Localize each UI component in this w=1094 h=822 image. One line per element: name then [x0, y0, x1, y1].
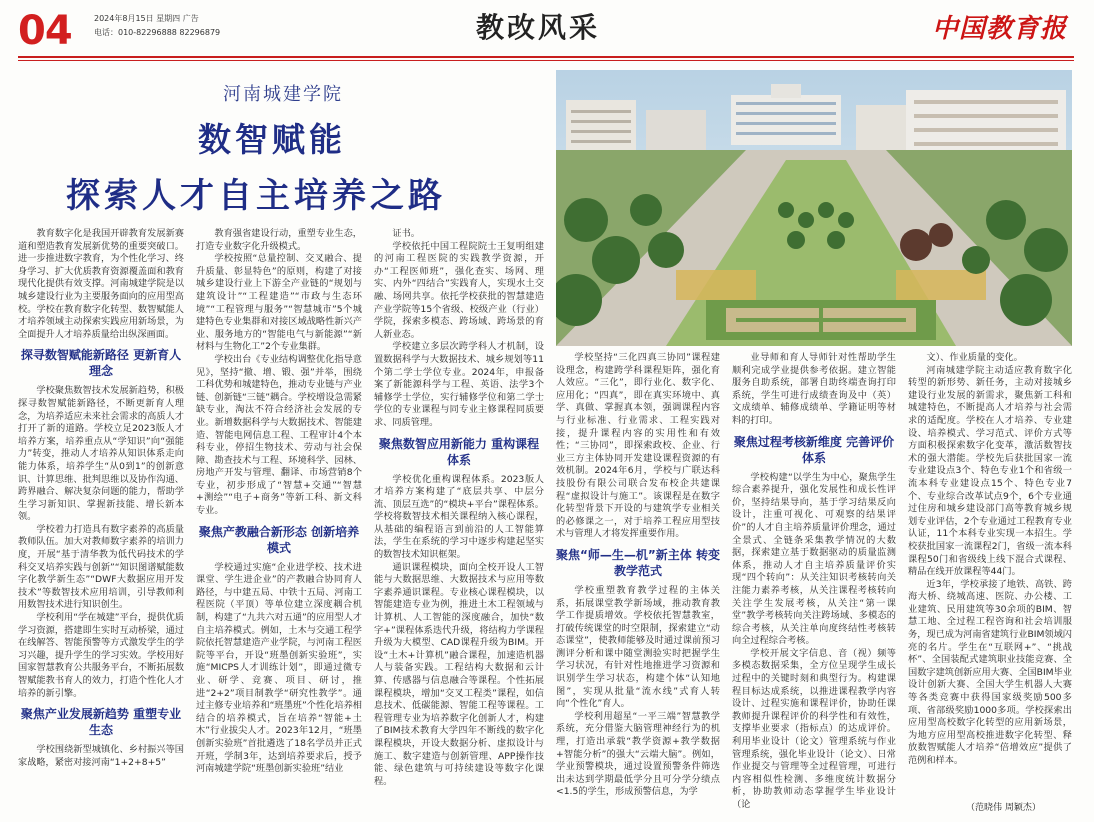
paragraph: 通识课程模块，面向全校开设人工智能与大数据思维、大数据技术与应用等数字素养通识课程。专业核心课程模块，以智能建造专业为例，推进土木工程领域与计算机、人工智能的深度融合，加快“数字+”课程体系迭代升级，将结构力学课程升级为大模型、CAD课程升级为BIM。开设“土木+计算机”融合课程，加速造机器人与装备实践。工程结构大数据和云计算、传感器与信息融合等课程。个性拓展课程模块，增加“交叉工程类”课程，如信息技术、低碳能源、智能工程等课程。工程管理专业为培养数字化创新人才，构建了BIM技术教育大学四年不断线的数字化课程模块，开设大数据分析、虚拟设计与施工、数字建造与创新管理、APP操作技能、绿色建筑与可持续建设等数字化课程。 — [374, 561, 544, 787]
section-heading: 聚焦“师—生—机”新主体 转变教学范式 — [556, 547, 720, 578]
section-title: 教改风采 — [476, 11, 601, 44]
article-headline — [18, 70, 548, 220]
article-column-5 — [732, 352, 896, 820]
newspaper-logo: 中国教育报 — [932, 14, 1068, 44]
paragraph: 学校建立多层次跨学科人才机制，设置数据科学与大数据技术、城乡规划等11个第二学士学位专业。2024年，申报备案了新能源科学与工程、英语、法学3个辅修学士学位，实行辅修学位和第二学士学位的专业课程与同专业主修课程同质要求、同质管理。 — [374, 341, 544, 428]
campus-photo — [556, 70, 1072, 346]
paragraph: 学校优化重构课程体系。2023版人才培养方案构建了“底层共享、中层分流、顶层互选”的“模块+平台”课程体系。学校将数智技术相关课程纳入核心课程，从基础的编程语言到前沿的人工智能算法，学生在系统的学习中逐步构建起坚实的数智技术知识框架。 — [374, 473, 544, 561]
paragraph: 近3年，学校承接了地铁、高铁、跨海大桥、绕城高速、医院、办公楼、工业建筑、民用建筑等30余项的BIM、智慧工地、全过程工程咨询和社会培训服务，现已成为河南省建筑行业BIM领域闪亮的名片。学生在“互联网+”、“挑战杯”、全国装配式建筑职业技能竞赛、全国数字建筑创新应用大赛、全国BIM毕业设计创新大赛、全国大学生机器人大赛等各类竞赛中获得国家级奖励500多项、省部级奖励1000多项。学校探索出应用型高校数字化转型的应用新场景，为地方应用型高校推进数字化转型、释放数智赋能人才培养“倍增效应”提供了范例和样本。 — [908, 578, 1072, 766]
masthead — [0, 0, 1094, 62]
issue-date: 2024年8月15日 星期四 广告 — [94, 14, 199, 23]
paragraph: 业导师和育人导师针对性帮助学生顺利完成学业提供参考依据。建立智能服务自助系统，部署自助终端查询打印系统，学生可进行成绩查询及中（英）文成绩单、辅修成绩单、学籍证明等材料的打印。 — [732, 352, 896, 426]
article-column-2 — [196, 228, 362, 820]
paragraph: 学校利用“学在城建”平台，提供优质学习资源，搭建即生实时互动桥梁，通过在线解答、智能预警等方式激发学生的学习兴趣，提升学生的学习实效。学校用好国家智慧教育公共服务平台，不断拓展数智赋能教书育人的效力，打造个性化人才培养的新引擎。 — [18, 612, 184, 699]
paragraph: 学校开展文字信息、音（视）频等多模态数据采集，全方位呈现学生成长过程中的关键时刻和典型行为。构建课程目标达成系统，以推进课程教学内容设计、过程实施和课程评价，协助任课教师提升课程评价的科学性和有效性，支撑毕业要求（指标点）的达成评价。利用毕业设计（论文）管理系统与作业管理系统，强化毕业设计（论文）、日常作业提交与管理等全过程管理，可进行内容相似性检测、多维度统计数据分析，协助教师动态掌握学生毕业设计（论 — [732, 647, 896, 810]
paragraph: 教育强省建设行动，重塑专业生态，打造专业数字化升级模式。 — [196, 228, 362, 252]
paragraph: 学校通过实施“企业进学校、技术进课堂、学生进企业”的产教融合协同育人路径，与中建五局、中铁十五局、河南工程医院（平顶）等单位建立深度耦合机制，构建了“九共六对五通”的应用型人才自主培养模式。例如，土木与交通工程学院依托智慧建造产业学院，与河南工程医院等平台，开设“班墨创新实验班”，实施“MICPS人才训练计划”，即通过微专业、研学、竞赛、项目、研讨，推进“2+2”项目制教学“研究性教学”。通过主修专业培养和“班墨班”个性化培养相结合的培养模式，旨在培养“智能+土木”行业拔尖人才。2023年12月，“班墨创新实验班”首批遴选了18名学员并正式开班，学制3年，达到培养要求后，授予河南城建学院“班墨创新实验班”结业 — [196, 561, 362, 775]
article-column-4 — [556, 352, 720, 820]
paragraph: 学校依托中国工程院院士王复明组建的河南工程医院的实践教学资源，开办“工程医师班”，强化查实、场网、理实、内外“四结合”实践育人，实现水土交融、场网共享。依托学校获批的智慧建造产业学院等15个省级、校级产业（行业）学院，探索多模态、跨场域、跨场景的育人新业态。 — [374, 240, 544, 340]
paragraph: 学校重塑教育教学过程的主体关系，拓展课堂教学新场域，推动教育教学工作提质增效。学校依托智慧教室，打破传统课堂的时空限制，探索建立“动态课堂”，使教师能够及时通过课前预习测评分析和课中随堂测验实时把握学生学习状况，有针对性地推进学习资源和识别学生学习状态，构建个体“认知地图”，实现从批量“流水线”式育人转向“个性化”育人。 — [556, 584, 720, 710]
article-title: 数智赋能 — [198, 120, 346, 159]
campus-aerial-illustration — [556, 70, 1072, 346]
paragraph: 河南城建学院主动适应教育数字化转型的新形势、新任务，主动对接城乡建设行业发展的新需求，聚焦新工科和城建特色，不断提高人才培养与社会需求的适配度。学校在人才培养、专业建设、培养模式、学习范式、评价方式等方面积极探索数字化变革，激活数智技术的强大潜能。学校先后获批国家一流专业建设点3个、特色专业1个和省级一流本科专业建设点15个、特色专业7个、专业综合改革试点9个，6个专业通过住房和城乡建设部门高等教育城乡规划专业评估，2个专业通过工程教育专业认证，11个本科专业实现一本招生。学校获批国家一流课程2门，省级一流本科课程50门和省级线上线下混合式课程、精品在线开放课程等44门。 — [908, 364, 1072, 578]
section-heading: 聚焦产业发展新趋势 重塑专业生态 — [20, 707, 182, 738]
contact-phone: 电话：010-82296888 82296879 — [94, 28, 221, 37]
section-heading: 聚焦过程考核新维度 完善评价体系 — [733, 434, 895, 465]
article-kicker: 河南城建学院 — [223, 84, 343, 105]
article-column-3 — [374, 228, 544, 820]
paragraph: 学校出台《专业结构调整优化指导意见》，坚持“撤、增、锻、强”并举，围绕工科优势和城建特色，推动专业链与产业链、创新链“三链”耦合。学校增设急需紧缺专业，淘汰不符合经济社会发展的专业。新增数据科学与大数据技术、智能建造、智能电网信息工程、工程审计4个本科专业，停招生物技术、劳动与社会保障、勘查技术与工程、环境科学、园林、房地产开发与管理、翻译、市场营销8个专业，初步形成了“智慧+交通”“智慧+测绘”“电子+商务”等新工科、新文科专业。 — [196, 353, 362, 517]
paragraph: 文）、作业质量的变化。 — [926, 352, 1023, 363]
article-column-6 — [908, 352, 1072, 798]
paragraph: 学校构建“以学生为中心，聚焦学生综合素养提升，强化发展性和成长性评价，坚持结果导向，基于学习结果反向设计，注重可视化、可观察的结果评价”的人才自主培养质量评价理念，通过全景式、全链条采集教学情况的大数据，探索建立基于数据驱动的质量监测体系，推动人才自主培养质量评价实现“四个转向”：从关注知识考核转向关注能力素养考核，从关注课程考核转向关注学生发展考核，从关注“第一课堂”教学考核转向关注跨场域、多模态的综合考核，从关注单向度终结性考核转向全过程综合考核。 — [732, 471, 896, 647]
article-column-1 — [18, 228, 184, 820]
paragraph: 教育数字化是我国开辟教育发展新赛道和塑造教育发展新优势的重要突破口。进一步推进数字教育，为个性化学习、终身学习、扩大优质教育资源覆盖面和教育现代化提供有效支撑。河南城建学院是以城乡建设行业为主要服务面向的应用型高校。学校在教育数字化转型、数智赋能人才培养领域主动探索实践应用新场景，为全面提升人才培养质量给出纵深画面。 — [18, 228, 184, 340]
section-heading: 聚焦产教融合新形态 创新培养模式 — [198, 524, 360, 555]
section-heading: 聚焦数智应用新能力 重构课程体系 — [378, 436, 540, 467]
section-heading: 探寻数智赋能新路径 更新育人理念 — [20, 348, 182, 379]
author-byline: （范晓伟 周颖杰） — [966, 803, 1041, 813]
paragraph: 学校着力打造具有数字素养的高质量教师队伍。加大对教师数字素养的培训力度，开展“基于清华教为低代码技术的学科交叉培养实践与创新”“知识图谱赋能数字化教学新生态”“DWF大数据应用开发技术”等数智技术应用培训，引导教师利用数智技术进行知识创生。 — [18, 523, 184, 611]
header-rule — [18, 56, 1074, 58]
paragraph: 学校按照“总量控制、交叉融合、提升质量、彰显特色”的原则，构建了对接城乡建设行业上下游全产业链的“规划与建筑设计”“工程建造”“市政与生态环境”“工程管理与服务”“智慧城市”5个城建特色专业集群和对接区域战略性新兴产业、服务地方的“智能电气与新能源”“新材料与生物化工”2个专业集群。 — [196, 253, 362, 353]
paragraph: 证书。 — [392, 228, 420, 239]
paragraph: 学校聚焦数智技术发展新趋势，积极探寻数智赋能新路径，不断更新育人理念，为培养适应未来社会需求的高质人才打开了新的道路。学校立足2023版人才培养方案，培养重点从“学知识”向“强能力”转变，推动人才培养从知识体系走向能力体系，培养学生“从0到1”的创新意识、计算思维、批判思维以及协作沟通、跨界融合、解决复杂问题的能力，帮助学生学习新知识、掌握新技能、增长新本领。 — [18, 385, 184, 523]
header-rule-thin — [18, 60, 1074, 61]
paragraph: 学校利用超星“一平三端”智慧教学系统，充分借鉴大脑管理神经行为的机理，打造出承载“教学资源+教学数据+智能分析”的强大“云端大脑”。例如，学业预警模块，通过设置预警条件筛选出未达到学期最低学分且可分学分绩点<1.5的学生，形成预警信息，为学 — [556, 710, 720, 798]
paragraph: 学校围绕新型城镇化、乡村振兴等国家战略，紧密对接河南“1+2+8+5” — [18, 744, 184, 768]
paragraph: 学校坚持“三化四真三协同”课程建设理念，构建跨学科课程矩阵，强化育人效应。“三化”，即行业化、数字化、应用化；“四真”，即在真实环境中、真学、真做、掌握真本领，强调课程内容与行业标准、行业需求、工程实践对接，提升课程内容的实用性和有效性；“三协同”，即探索政校、企业、行业三方主体协同开发建设课程资源的有效机制。2024年6月，学校与广联达科技股份有限公司联合发布校企共建课程“虚拟设计与施工”。该课程是在数字化转型背景下开设的与建筑学专业相关的必修课之一，对于培养工程应用型技术与管理人才将发挥重要作用。 — [556, 352, 720, 540]
article-subtitle: 探索人才自主培养之路 — [66, 176, 446, 216]
page-number: 04 — [18, 8, 72, 54]
